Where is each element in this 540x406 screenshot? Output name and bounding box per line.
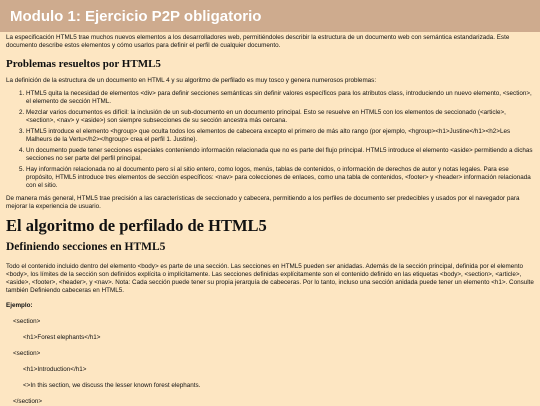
list-item: 3. HTML5 introduce el elemento <hgroup> que oculta todos los elementos de cabecera excepto el primero de más alto rango (por ejemplo, <hgroup><h1>Justine</h1><h2>Les Malheurs de la Vertu</h2></hgroup> crea el perfil 1. Justine). [26,128,534,144]
defining-sections-paragraph: Todo el contenido incluido dentro del elemento <body> es parte de una sección. Las secciones en HTML5 pueden ser anidadas. Además de la sección principal, definida por el elemento <body>, los límites de la sección son definidos explícita o implícitamente. Las secciones definidas explícitamente son el contenido definido en las etiquetas <body>, <section>, <article>, <aside>, <footer>, <header>, y <nav>. Nota: Cada sección puede tener su propia jerarquía de cabeceras. Por lo tanto, incluso una sección anidada puede tener un elemento <h1>. Consulte también Definiendo cabeceras en HTML5. [6,263,534,294]
code-line: <>In this section, we discuss the lesser known forest elephants. [23,382,201,389]
code-line: </section> [13,398,43,405]
intro-paragraph: La especificación HTML5 trae muchos nuevos elementos a los desarrolladores web, permitiéndoles describir la estructura de un documento web con semántica estandarizada. Este documento describe estos elementos y cómo usarlos para definir el perfil de cualquier documento. [6,34,510,49]
code-line: <section> [13,318,41,325]
problems-intro: La definición de la estructura de un documento en HTML 4 y su algoritmo de perfilado es muy tosco y genera numerosos problemas: [6,77,377,84]
problems-closing: De manera más general, HTML5 trae precisión a las características de seccionado y cabecera, permitiendo a los perfiles de documento ser predecibles y usados por el navegador para mejorar la experiencia de usuario. [6,195,520,210]
code-line: <h1>Introduction</h1> [23,366,87,373]
code-example [6,318,534,406]
list-item: 2. Mezclar varios documentos es difícil: la inclusión de un sub-documento en un documento principal. Esto se resuelve en HTML5 con los elementos de seccionado (<article>, <section>, <nav> y <aside>) son siempre subsecciones de su sección ancestra más cercana. [26,109,534,125]
subheading-defining-sections: Definiendo secciones en HTML5 [6,241,166,253]
page-header [0,0,540,32]
section-heading-algorithm: El algoritmo de perfilado de HTML5 [6,216,267,235]
example-label: Ejemplo: [6,302,33,309]
code-line: <h1>Forest elephants</h1> [23,334,101,341]
page-title: Modulo 1: Ejercicio P2P obligatorio [10,7,262,25]
section-heading-problems: Problemas resueltos por HTML5 [6,58,161,70]
list-item: 4. Un documento puede tener secciones especiales conteniendo información relacionada que no es parte del flujo principal. HTML5 introduce el elemento <aside> permitiendo a dichas secciones no ser parte del perfil principal. [26,147,534,163]
list-item: 5. Hay información relacionada no al documento pero sí al sitio entero, como logos, menús, tablas de contenidos, o información de derechos de autor y notas legales. Para ese propósito, HTML5 introduce tres elementos de sección específicos: <nav> para colecciones de enlaces, como una tabla de contenidos, <footer> y <header> información relacionada con el sitio. [26,166,534,190]
code-line: <section> [13,350,41,357]
problems-list [6,90,534,190]
list-item: 1. HTML5 quita la necesidad de elementos <div> para definir secciones semánticas sin definir valores específicos para los atributos class, introduciendo un nuevo elemento, <section>, el elemento de sección HTML. [26,90,534,106]
document-body [0,32,540,406]
